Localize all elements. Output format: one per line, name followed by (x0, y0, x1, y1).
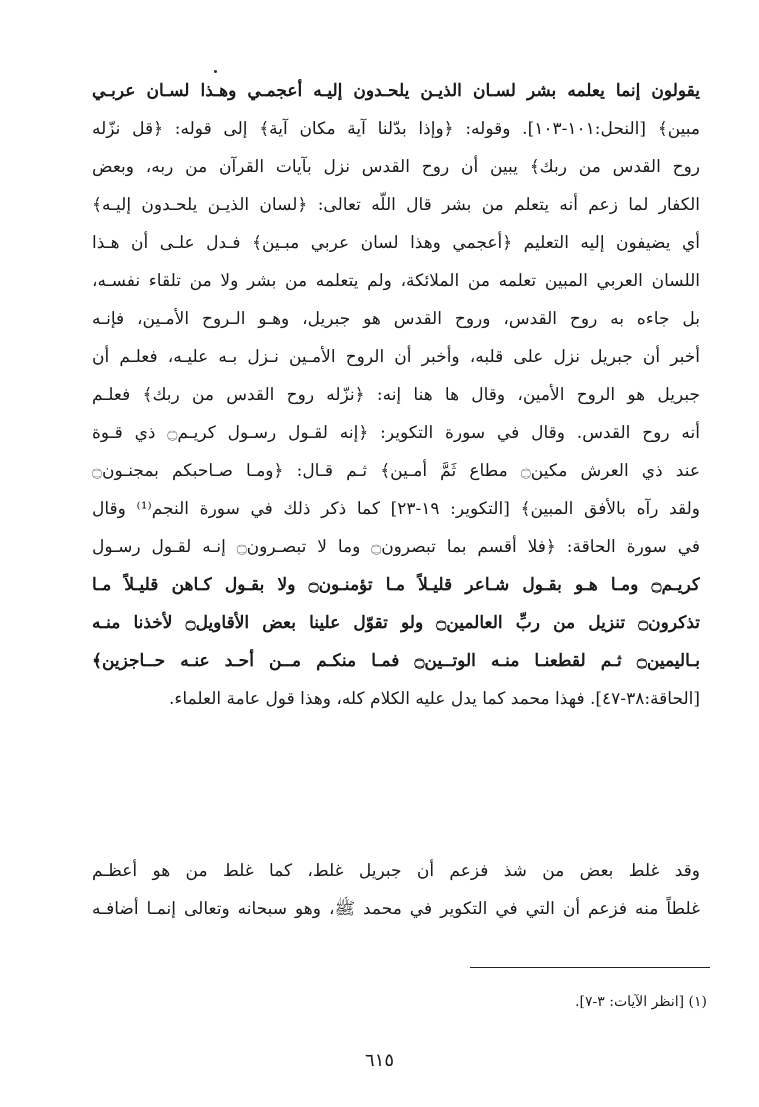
text-line: في سورة الحاقة: ﴿فلا أقسم بما تبصرون۝ وما لا تبصـرون۝ إنـه لقـول رسـول (92, 537, 700, 557)
main-paragraph (92, 72, 700, 718)
text-line: غلطاً منه فزعم أن التي في التكوير في محمد ﷺ، وهو سبحانه وتعالى إنمـا أضافـه (92, 899, 700, 919)
page-number: ٦١٥ (364, 1050, 394, 1071)
text-line: يقولون إنما يعلمه بشر لسـان الذيـن يلحـدون إليـه أعجمـي وهـذا لسـان عربـي (92, 81, 700, 101)
text-line: عند ذي العرش مكين۝ مطاع ثَمَّ أمـين﴾ ثـم قـال: ﴿ومـا صـاحبكم بمجنـون۝ (92, 461, 700, 481)
second-paragraph (92, 852, 700, 928)
text-line: روح القدس من ربك﴾ يبين أن روح القدس نزل بآيات القرآن من ربه، وبعض (92, 157, 700, 177)
text-line: أي يضيفون إليه التعليم ﴿أعجمي وهذا لسان عربي مبـين﴾ فـدل علـى أن هـذا (92, 233, 700, 253)
text-line: أخبر أن جبريل نزل على قلبه، وأخبر أن الروح الأمـين نـزل بـه عليـه، فعلـم أن (92, 347, 700, 367)
text-line: اللسان العربي المبين تعلمه من الملائكة، ولم يتعلمه من بشر ولا من تلقاء نفسـه، (92, 271, 700, 291)
text-line: كريـم۝ ومـا هـو بقـول شـاعر قليـلاً مـا تؤمنـون۝ ولا بقـول كـاهن قليـلاً مـا (92, 575, 700, 595)
text-line: الكفار لما زعم أنه يتعلم من بشر قال اللّه تعالى: ﴿لسان الذيـن يلحـدون إليـه﴾ (92, 195, 700, 215)
text-line: بل جاءه به روح القدس، وروح القدس هو جبريل، وهـو الـروح الأمـين، فإنـه (92, 309, 700, 329)
text-line: وقد غلط بعض من شذ فزعم أن جبريل غلط، كما غلط من هو أعظـم (92, 861, 700, 881)
text-line: [الحاقة:٣٨-٤٧]. فهذا محمد كما يدل عليه الكلام كله، وهذا قول عامة العلماء. (168, 689, 700, 709)
text-line: جبريل هو الروح الأمين، وقال ها هنا إنه: ﴿نزّله روح القدس من ربك﴾ فعلـم (92, 385, 700, 405)
footnote-rule (470, 967, 710, 968)
text-line: تذكرون۝ تنزيل من ربِّ العالمين۝ ولو تقوّل علينا بعض الأقاويل۝ لأخذنا منـه (92, 613, 700, 633)
text-line: مبين﴾ [النحل:١٠١-١٠٣]. وقوله: ﴿وإذا بدّلنا آية مكان آية﴾ إلى قوله: ﴿قل نزّله (92, 119, 700, 139)
text-line: ولقد رآه بالأفق المبين﴾ [التكوير: ١٩-٢٣] كما ذكر ذلك في سورة النجم⁽¹⁾ وقال (92, 499, 700, 519)
footnote: (١) [انظر الآيات: ٣-٧]. (575, 994, 707, 1010)
text-line: أنه روح القدس. وقال في سورة التكوير: ﴿إنه لقـول رسـول كريـم۝ ذي قـوة (92, 423, 700, 443)
text-line: بـاليمين۝ ثـم لقطعنـا منـه الوتــين۝ فمـا منكـم مــن أحـد عنـه حــاجزين﴾ (92, 651, 700, 671)
